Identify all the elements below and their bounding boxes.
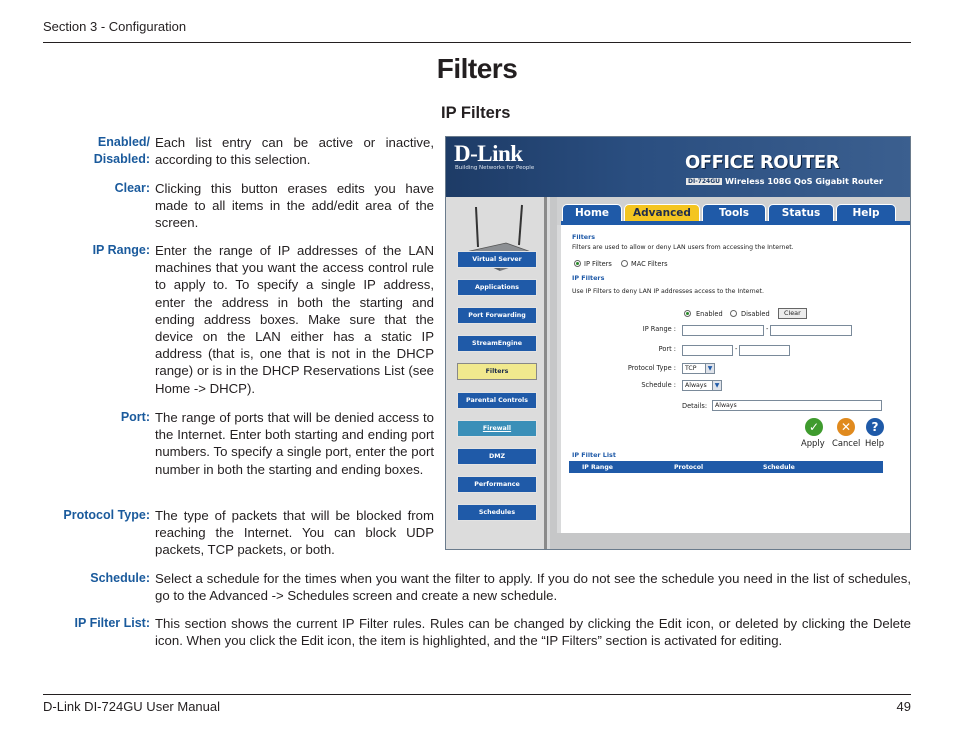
- router-screenshot: [445, 136, 911, 550]
- product-subtitle: Wireless 108G QoS Gigabit Router: [725, 176, 883, 186]
- filters-description: Filters are used to allow or deny LAN users from accessing the Internet.: [572, 244, 794, 251]
- product-name: OFFICE ROUTER: [685, 152, 840, 173]
- port-start-input[interactable]: [682, 345, 733, 356]
- footer-manual-title: D-Link DI-724GU User Manual: [43, 699, 221, 714]
- desc-ip-range: Enter the range of IP addresses of the LAN machines that you want the access control rule to apply to. To specify a single IP address, enter the address in both the starting and ending address boxes. Make sure that the device on the LAN either has a static IP address (that is, one that is not in the DHCP range) or is in the DHCP Reservations List (see Home -> DHCP).: [155, 243, 434, 396]
- router-nav-port-forwarding[interactable]: Port Forwarding: [457, 307, 537, 324]
- tab-status[interactable]: Status: [768, 204, 834, 222]
- footer-rule: [43, 694, 911, 695]
- radio-disabled[interactable]: [730, 310, 737, 317]
- ip-range-dash: -: [766, 325, 769, 333]
- ip-range-end-input[interactable]: [770, 325, 852, 336]
- section-subheading: IP Filters: [441, 104, 511, 122]
- dlink-logo: D-Link: [454, 141, 523, 166]
- port-end-input[interactable]: [739, 345, 790, 356]
- protocol-type-value: TCP: [685, 365, 697, 372]
- page-number: 49: [896, 699, 911, 714]
- dlink-tagline: Building Networks for People: [455, 165, 535, 171]
- ip-range-label: IP Range :: [642, 325, 676, 333]
- port-dash: -: [735, 345, 738, 353]
- desc-ip-filter-list: This section shows the current IP Filter rules. Rules can be changed by clicking the Edit icon, or deleted by clicking the Delete icon. When you click the Edit icon, the item is highlighted, and the “IP Filters” section is activated for editing.: [155, 616, 911, 649]
- ip-filters-title: IP Filters: [572, 274, 605, 282]
- term-port: Port:: [120, 410, 150, 424]
- clear-button[interactable]: Clear: [778, 308, 807, 319]
- router-nav-virtual-server[interactable]: Virtual Server: [457, 251, 537, 268]
- radio-enabled-label: Enabled: [696, 310, 723, 318]
- schedule-label: Schedule :: [641, 381, 676, 389]
- details-field: Always: [712, 400, 882, 411]
- router-nav-applications[interactable]: Applications: [457, 279, 537, 296]
- desc-clear: Clicking this button erases edits you have made to all items in the add/edit area of the screen.: [155, 181, 434, 231]
- details-label: Details:: [682, 402, 708, 410]
- tab-help[interactable]: Help: [836, 204, 896, 222]
- term-protocol-type: Protocol Type:: [63, 508, 150, 522]
- list-column-schedule: Schedule: [763, 464, 795, 471]
- radio-disabled-label: Disabled: [741, 310, 770, 318]
- term-schedule: Schedule:: [90, 571, 150, 585]
- apply-check-icon[interactable]: ✓: [805, 418, 823, 436]
- sidebar-divider: [550, 197, 557, 549]
- radio-ip-filters-label: IP Filters: [584, 260, 612, 268]
- ip-filter-list-title: IP Filter List: [572, 451, 616, 459]
- desc-enabled-disabled: Each list entry can be active or inactive, according to this selection.: [155, 135, 434, 168]
- desc-schedule: Select a schedule for the times when you want the filter to apply. If you do not see the schedule you need in the list of schedules, go to the Advanced -> Schedules screen and create a new schedule.: [155, 571, 911, 604]
- router-sidebar: [446, 197, 547, 549]
- router-banner: [446, 137, 910, 197]
- ip-filter-list-header: [569, 461, 883, 473]
- list-column-protocol: Protocol: [674, 464, 704, 471]
- tab-tools[interactable]: Tools: [702, 204, 766, 222]
- section-header: Section 3 - Configuration: [43, 19, 187, 34]
- apply-label: Apply: [801, 438, 825, 448]
- radio-enabled[interactable]: [684, 310, 691, 317]
- ip-filters-description: Use IP Filters to deny LAN IP addresses access to the Internet.: [572, 288, 764, 295]
- desc-port: The range of ports that will be denied access to the Internet. Enter both starting and ending port numbers. To specify a single port, enter the port number in both the starting and ending boxes.: [155, 410, 434, 477]
- list-column-ip-range: IP Range: [582, 464, 613, 471]
- term-enabled-disabled: Enabled/ Disabled:: [93, 135, 150, 167]
- desc-protocol-type: The type of packets that will be blocked from reaching the Internet. You can block UDP packets, TCP packets, or both.: [155, 508, 434, 558]
- router-nav-streamengine[interactable]: StreamEngine: [457, 335, 537, 352]
- router-nav-dmz[interactable]: DMZ: [457, 448, 537, 465]
- chevron-down-icon: ▼: [705, 364, 714, 373]
- router-nav-firewall[interactable]: Firewall: [457, 420, 537, 437]
- router-nav-schedules[interactable]: Schedules: [457, 504, 537, 521]
- schedule-value: Always: [685, 382, 707, 389]
- tab-advanced[interactable]: Advanced: [624, 204, 700, 222]
- schedule-select[interactable]: [682, 380, 722, 391]
- tab-home[interactable]: Home: [562, 204, 622, 222]
- term-clear: Clear:: [114, 181, 150, 195]
- radio-mac-filters[interactable]: [621, 260, 628, 267]
- ip-range-start-input[interactable]: [682, 325, 764, 336]
- router-content-panel: [561, 225, 910, 533]
- protocol-type-label: Protocol Type :: [627, 364, 676, 372]
- help-label: Help: [865, 438, 885, 448]
- chevron-down-icon: ▼: [712, 381, 721, 390]
- header-rule: [43, 42, 911, 43]
- port-label: Port :: [658, 345, 676, 353]
- model-badge: DI-724GU: [688, 178, 721, 185]
- term-ip-filter-list: IP Filter List:: [74, 616, 150, 630]
- router-bottom-bar: [557, 533, 910, 549]
- cancel-label: Cancel: [832, 438, 861, 448]
- router-nav-performance[interactable]: Performance: [457, 476, 537, 493]
- radio-mac-filters-label: MAC Filters: [631, 260, 668, 268]
- term-ip-range: IP Range:: [92, 243, 150, 257]
- help-question-icon[interactable]: ?: [866, 418, 884, 436]
- page-title: Filters: [436, 53, 518, 84]
- protocol-type-select[interactable]: [682, 363, 715, 374]
- filters-title: Filters: [572, 233, 596, 241]
- router-nav-parental-controls[interactable]: Parental Controls: [457, 392, 537, 409]
- cancel-x-icon[interactable]: ✕: [837, 418, 855, 436]
- router-nav-filters[interactable]: Filters: [457, 363, 537, 380]
- radio-ip-filters[interactable]: [574, 260, 581, 267]
